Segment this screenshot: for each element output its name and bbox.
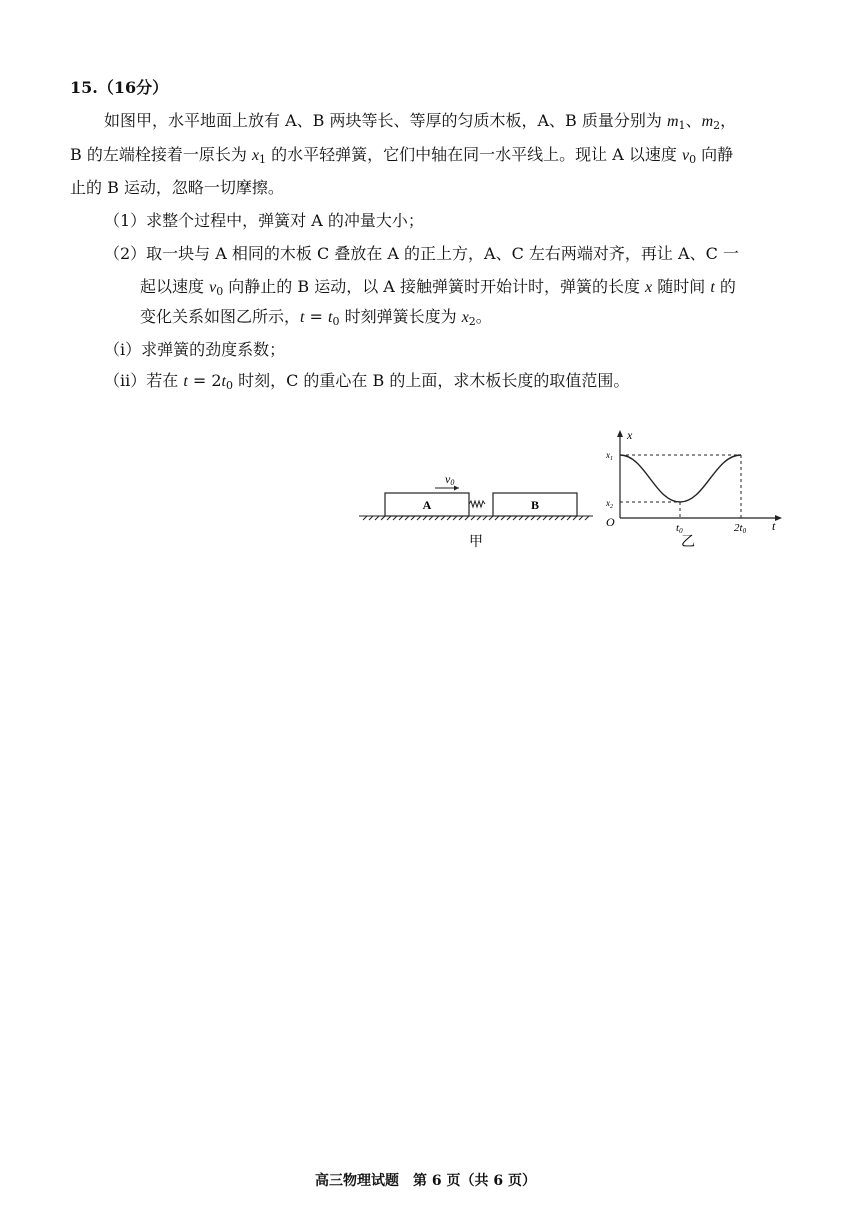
tick-2t0: 2t0 xyxy=(734,522,747,535)
x-axis-arrow-icon xyxy=(775,515,782,521)
y-axis-label: x xyxy=(627,428,633,442)
qii-eq: = 2 xyxy=(187,371,222,390)
intro-line-1 xyxy=(104,111,736,132)
qii-text-b: 时刻，C 的重心在 B 的上面，求木板长度的取值范围。 xyxy=(233,371,630,390)
sub-question-1: （1）求整个过程中，弹簧对 A 的冲量大小； xyxy=(104,211,424,230)
tick-t0: t0 xyxy=(676,522,683,535)
y-axis-arrow-icon xyxy=(617,430,623,437)
q2-line3-end: 。 xyxy=(475,307,492,326)
length-x1-sub: 1 xyxy=(259,153,267,166)
q2-text-c: 随时间 xyxy=(652,277,711,296)
figure-jia xyxy=(355,468,595,553)
intro-text-1: 如图甲，水平地面上放有 A、B 两块等长、等厚的匀质木板，A、B 质量分别为 xyxy=(104,111,667,130)
arrow-head-icon xyxy=(454,486,459,491)
spring-icon xyxy=(469,501,485,507)
q2-text-d: 的 xyxy=(714,277,736,296)
q2-var-t: t xyxy=(710,279,715,296)
question-number: 15. xyxy=(70,78,98,97)
sep: 、 xyxy=(685,111,702,130)
sub-question-ii xyxy=(104,371,629,392)
intro-text-2b: 的水平轻弹簧，它们中轴在同一水平线上。现让 A 以速度 xyxy=(266,145,682,164)
intro-text-2a: B 的左端栓接着一原长为 xyxy=(70,145,252,164)
x-t-curve xyxy=(620,455,741,502)
velocity-v0: v xyxy=(681,147,690,164)
x-axis-label: t xyxy=(772,519,776,533)
page-footer: 高三物理试题 第 6 页（共 6 页） xyxy=(315,1173,536,1189)
q2-line3-x2-sub: 2 xyxy=(468,315,476,328)
velocity-label: v0 xyxy=(445,472,455,487)
qii-t0: t xyxy=(221,373,226,390)
intro-text-2c: 向静 xyxy=(696,145,734,164)
mass-m1: m xyxy=(666,113,679,130)
q2-line3-x2: x xyxy=(461,309,469,326)
q2-line3-t0-sub: 0 xyxy=(332,315,340,328)
figure-jia-caption: 甲 xyxy=(469,535,483,550)
comma: ， xyxy=(720,111,737,130)
q2-var-x: x xyxy=(645,279,653,296)
sub-question-2-line-1: （2）取一块与 A 相同的木板 C 叠放在 A 的正上方，A、C 左右两端对齐，再让 A、C 一 xyxy=(104,244,739,263)
q2-velocity-v0-sub: 0 xyxy=(216,285,224,298)
q2-line3-text-b: 时刻弹簧长度为 xyxy=(339,307,462,326)
intro-line-2 xyxy=(70,145,733,166)
length-x1: x xyxy=(251,147,260,164)
tick-x1: $x_1$ xyxy=(606,450,613,462)
question-points: （16分） xyxy=(97,78,169,97)
origin-label: O xyxy=(606,515,615,529)
intro-line-3: 止的 B 运动，忽略一切摩擦。 xyxy=(70,178,284,197)
q2-line3-eq: = xyxy=(304,307,329,326)
sub-question-i: （i）求弹簧的劲度系数； xyxy=(104,340,286,359)
block-a-label: A xyxy=(422,498,432,512)
sub-question-2-line-3 xyxy=(140,307,492,328)
q2-velocity-v0: v xyxy=(209,279,217,296)
q2-line3-t: t xyxy=(300,309,305,326)
mass-m2: m xyxy=(701,113,714,130)
sub-question-2-line-2 xyxy=(140,277,736,298)
q2-text-b: 向静止的 B 运动，以 A 接触弹簧时开始计时，弹簧的长度 xyxy=(223,277,646,296)
mass-m1-sub: 1 xyxy=(678,119,686,132)
block-b-label: B xyxy=(530,498,540,512)
velocity-v0-sub: 0 xyxy=(689,153,697,166)
q2-line3-t0: t xyxy=(328,309,333,326)
q2-text-a: 起以速度 xyxy=(140,277,210,296)
mass-m2-sub: 2 xyxy=(713,119,721,132)
q2-line3-text-a: 变化关系如图乙所示， xyxy=(140,307,301,326)
figure-yi-caption: 乙 xyxy=(681,535,695,550)
qii-t0-sub: 0 xyxy=(226,379,233,392)
qii-text-a: （ii）若在 xyxy=(104,371,184,390)
figure-yi xyxy=(600,425,790,553)
question-heading xyxy=(70,78,168,98)
qii-t: t xyxy=(183,373,188,390)
tick-x2: $x_2$ xyxy=(606,498,613,510)
